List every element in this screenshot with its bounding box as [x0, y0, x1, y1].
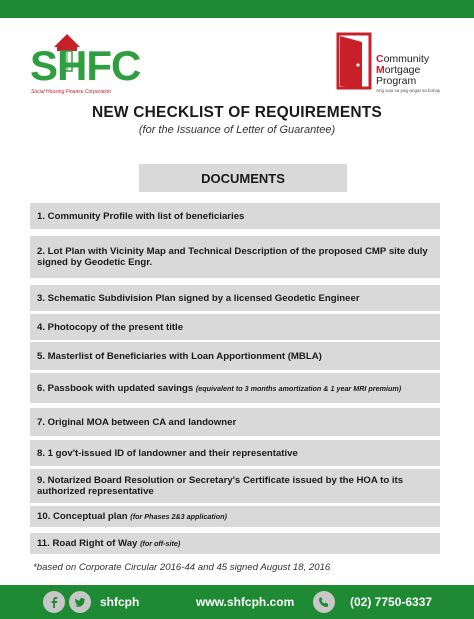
documents-header: DOCUMENTS — [139, 164, 347, 192]
cmp-logo-text: Community Mortgage Program — [376, 53, 430, 87]
requirement-item — [30, 203, 440, 229]
requirement-item — [30, 440, 440, 466]
requirement-text: 5. Masterlist of Beneficiaries with Loan Apportionment (MBLA) — [37, 350, 322, 362]
requirement-text: 4. Photocopy of the present title — [37, 321, 184, 333]
requirement-note: (for Phases 2&3 application) — [130, 512, 227, 521]
door-icon — [336, 32, 374, 90]
requirement-item — [30, 408, 440, 436]
cmp-tagline: Ang susi sa pag-angat sa buhay — [376, 88, 441, 93]
cmp-line3: Program — [376, 75, 417, 87]
requirement-text: 7. Original MOA between CA and landowner — [37, 416, 237, 428]
footer-bar — [0, 585, 474, 619]
footnote: *based on Corporate Circular 2016-44 and 45 signed August 18, 2016 — [33, 562, 331, 573]
page-subtitle: (for the Issuance of Letter of Guarantee) — [138, 124, 336, 136]
requirement-item — [30, 314, 440, 340]
page-title: NEW CHECKLIST OF REQUIREMENTS — [92, 104, 382, 121]
requirement-text: 6. Passbook with updated savings — [37, 382, 196, 394]
requirement-item — [30, 342, 440, 370]
website-link[interactable]: www.shfcph.com — [196, 595, 295, 609]
requirement-text: 2. Lot Plan with Vicinity Map and Technical Description of the proposed CMP site duly signed by Geodetic Engr. — [37, 246, 428, 268]
requirement-item — [30, 285, 440, 311]
shfc-logo-subtitle: Social Housing Finance Corporation — [31, 89, 112, 95]
requirement-text: 9. Notarized Board Resolution or Secretary's Certificate issued by the HOA to its authorized representative — [37, 475, 404, 497]
requirement-item — [30, 236, 440, 278]
shfc-logo-text: SHFC — [30, 42, 141, 89]
cmp-logo — [336, 32, 456, 98]
cmp-line2-rest: ortgage — [384, 64, 421, 76]
twitter-icon[interactable] — [69, 591, 91, 613]
requirement-text: 1. Community Profile with list of beneficiaries — [37, 210, 245, 222]
requirement-text: 10. Conceptual plan — [37, 511, 131, 522]
facebook-icon[interactable] — [43, 591, 65, 613]
requirement-text: 8. 1 gov't-issued ID of landowner and their representative — [37, 447, 298, 459]
phone-number: (02) 7750-6337 — [350, 595, 433, 609]
requirement-note: (equivalent to 3 months amortization & 1 year MRI premium) — [195, 383, 402, 393]
shfc-logo — [30, 31, 141, 97]
requirement-item — [30, 533, 440, 554]
requirement-note: (for off-site) — [140, 539, 181, 548]
requirement-text: 3. Schematic Subdivision Plan signed by a licensed Geodetic Engineer — [37, 292, 360, 304]
requirement-text: 11. Road Right of Way — [37, 538, 141, 549]
top-green-bar — [0, 0, 474, 18]
phone-icon — [313, 591, 335, 613]
social-handle: shfcph — [100, 595, 140, 609]
requirement-item — [30, 506, 440, 527]
requirement-item — [30, 469, 440, 503]
requirement-item — [30, 373, 440, 403]
cmp-line1-rest: ommunity — [383, 53, 430, 65]
